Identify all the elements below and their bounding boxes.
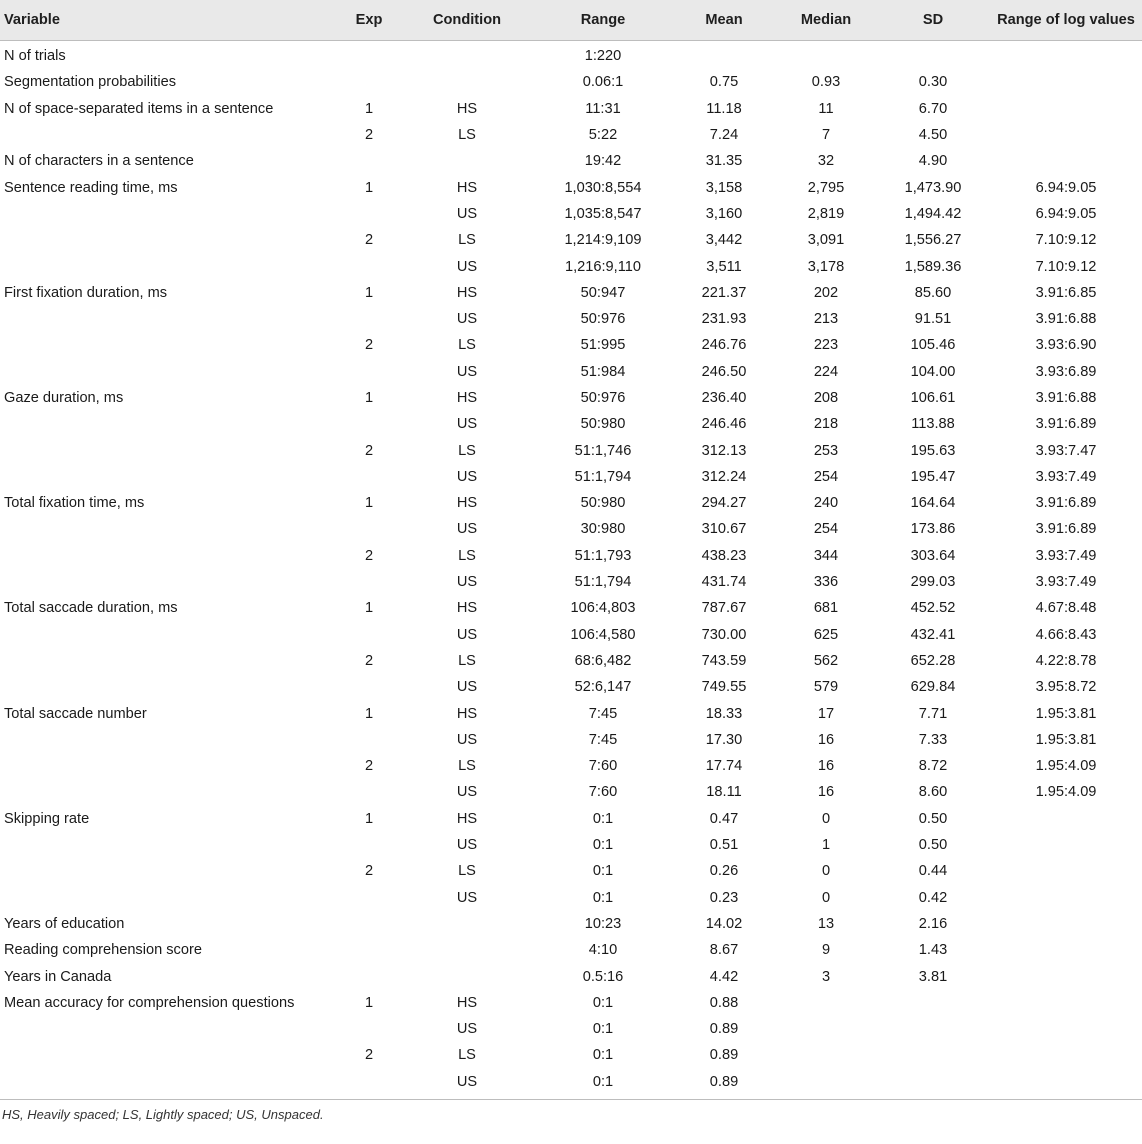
cell-sd: 104.00 [910, 363, 956, 380]
cell-log-range: 7.10:9.12 [1035, 232, 1097, 249]
table-row [0, 1069, 1142, 1095]
cell-mean: 0.47 [709, 810, 739, 827]
cell-condition: US [456, 837, 478, 854]
cell-log-range: 3.93:7.49 [1035, 574, 1097, 591]
table-row [0, 253, 1142, 279]
cell-range: 51:984 [580, 363, 626, 380]
cell-sd: 4.90 [918, 153, 948, 170]
cell-range: 106:4,580 [570, 626, 636, 643]
cell-sd: 652.28 [910, 652, 956, 669]
cell-range: 50:980 [580, 495, 626, 512]
cell-median: 0 [821, 889, 831, 906]
table-row [0, 779, 1142, 805]
cell-range: 10:23 [584, 915, 622, 932]
cell-condition: US [456, 784, 478, 801]
cell-mean: 3,511 [706, 258, 742, 275]
cell-variable: N of space-separated items in a sentence [4, 100, 274, 117]
cell-mean: 4.42 [709, 968, 739, 985]
table-row [0, 937, 1142, 963]
table-footnote: HS, Heavily spaced; LS, Lightly spaced; US, Unspaced. [2, 1106, 324, 1122]
table-row [0, 332, 1142, 358]
cell-sd: 629.84 [910, 679, 956, 696]
cell-log-range: 1.95:3.81 [1035, 705, 1097, 722]
cell-exp: 2 [364, 442, 374, 459]
cell-sd: 1.43 [918, 942, 948, 959]
cell-range: 0.06:1 [582, 74, 624, 91]
cell-exp: 1 [364, 600, 374, 617]
table-row [0, 832, 1142, 858]
cell-sd: 3.81 [918, 968, 948, 985]
table-row [0, 569, 1142, 595]
cell-log-range: 3.93:7.49 [1035, 547, 1097, 564]
cell-range: 52:6,147 [574, 679, 632, 696]
cell-range: 0:1 [592, 1073, 614, 1090]
cell-sd: 85.60 [914, 284, 952, 301]
table-row [0, 622, 1142, 648]
table-row [0, 174, 1142, 200]
table-row [0, 227, 1142, 253]
cell-mean: 0.23 [709, 889, 739, 906]
cell-condition: HS [456, 390, 478, 406]
cell-exp: 2 [364, 337, 374, 354]
cell-median: 16 [817, 731, 835, 748]
cell-condition: LS [458, 337, 476, 354]
cell-mean: 17.74 [705, 758, 743, 775]
cell-variable: Total fixation time, ms [4, 495, 145, 512]
cell-range: 0:1 [592, 1047, 614, 1064]
cell-variable: Sentence reading time, ms [4, 179, 178, 196]
table-row [0, 411, 1142, 437]
cell-median: 218 [813, 416, 839, 433]
cell-mean: 246.76 [701, 337, 747, 354]
cell-median: 0 [821, 863, 831, 880]
cell-sd: 452.52 [910, 600, 956, 617]
table-row [0, 727, 1142, 753]
cell-range: 51:1,794 [574, 468, 632, 485]
cell-log-range: 3.93:6.89 [1035, 363, 1097, 380]
cell-condition: LS [458, 442, 476, 459]
table-row [0, 122, 1142, 148]
table-row [0, 543, 1142, 569]
cell-exp: 1 [364, 810, 374, 827]
cell-sd: 1,589.36 [904, 258, 962, 275]
cell-exp: 2 [364, 863, 374, 880]
cell-median: 32 [817, 153, 835, 170]
cell-mean: 246.46 [701, 416, 747, 433]
cell-sd: 1,494.42 [904, 205, 962, 222]
cell-mean: 236.40 [701, 390, 747, 406]
cell-median: 562 [813, 652, 839, 669]
cell-sd: 195.63 [910, 442, 956, 459]
cell-sd: 7.71 [918, 705, 948, 722]
table-row [0, 516, 1142, 542]
cell-condition: HS [456, 284, 478, 301]
cell-mean: 749.55 [701, 679, 747, 696]
cell-mean: 312.24 [701, 468, 747, 485]
header-log-range: Range of log values [997, 12, 1135, 28]
cell-mean: 3,160 [705, 205, 743, 222]
cell-variable: Reading comprehension score [4, 942, 202, 959]
cell-range: 1,035:8,547 [564, 205, 642, 222]
header-exp: Exp [355, 12, 383, 28]
cell-mean: 310.67 [701, 521, 747, 538]
header-median: Median [800, 12, 852, 28]
cell-condition: US [456, 311, 478, 328]
cell-exp: 1 [364, 100, 374, 117]
cell-median: 1 [821, 837, 831, 854]
table-row [0, 700, 1142, 726]
cell-median: 625 [813, 626, 839, 643]
cell-range: 51:995 [580, 337, 626, 354]
table-row [0, 148, 1142, 174]
cell-median: 681 [813, 600, 839, 617]
cell-range: 1:220 [584, 48, 622, 65]
cell-variable: Segmentation probabilities [4, 74, 176, 91]
table-row [0, 674, 1142, 700]
table-row [0, 806, 1142, 832]
table-row [0, 69, 1142, 95]
cell-condition: LS [458, 863, 476, 880]
cell-condition: US [456, 574, 478, 591]
table-row [0, 280, 1142, 306]
cell-median: 223 [813, 337, 839, 354]
cell-sd: 91.51 [914, 311, 952, 328]
cell-range: 50:980 [580, 416, 626, 433]
cell-median: 2,795 [807, 179, 845, 196]
cell-mean: 0.89 [709, 1021, 739, 1038]
cell-log-range: 3.91:6.89 [1035, 495, 1097, 512]
cell-sd: 303.64 [910, 547, 956, 564]
cell-median: 213 [813, 311, 839, 328]
table-row [0, 1016, 1142, 1042]
cell-range: 1,216:9,110 [564, 258, 641, 275]
cell-sd: 0.50 [918, 810, 948, 827]
cell-range: 0:1 [592, 1021, 614, 1038]
table-row [0, 201, 1142, 227]
cell-mean: 8.67 [709, 942, 739, 959]
header-mean: Mean [705, 12, 743, 28]
cell-variable: Years of education [4, 915, 125, 932]
cell-sd: 8.72 [918, 758, 948, 775]
header-range: Range [580, 12, 626, 28]
cell-log-range: 1.95:4.09 [1035, 758, 1097, 775]
cell-log-range: 4.66:8.43 [1035, 626, 1097, 643]
cell-condition: US [456, 258, 478, 275]
cell-sd: 299.03 [910, 574, 956, 591]
cell-median: 240 [813, 495, 839, 512]
cell-condition: US [456, 521, 478, 538]
cell-median: 0.93 [811, 74, 841, 91]
cell-mean: 3,442 [705, 232, 743, 249]
cell-median: 0 [821, 810, 831, 827]
cell-range: 50:947 [580, 284, 626, 301]
cell-mean: 787.67 [701, 600, 747, 617]
cell-log-range: 3.91:6.89 [1035, 416, 1097, 433]
table-row [0, 753, 1142, 779]
cell-median: 344 [813, 547, 839, 564]
cell-median: 11 [818, 100, 834, 117]
cell-range: 51:1,746 [574, 442, 632, 459]
cell-range: 30:980 [580, 521, 626, 538]
cell-mean: 438.23 [701, 547, 747, 564]
cell-condition: HS [456, 994, 478, 1011]
cell-mean: 0.75 [709, 74, 739, 91]
cell-median: 16 [817, 784, 835, 801]
cell-range: 19:42 [584, 153, 622, 170]
cell-median: 253 [813, 442, 839, 459]
header-variable: Variable [4, 12, 60, 28]
cell-log-range: 3.91:6.88 [1035, 390, 1097, 406]
cell-range: 5:22 [588, 127, 618, 144]
cell-median: 3,091 [807, 232, 845, 249]
cell-median: 224 [813, 363, 839, 380]
cell-variable: Skipping rate [4, 810, 90, 827]
header-sd: SD [922, 12, 944, 28]
cell-sd: 113.88 [911, 416, 955, 433]
cell-median: 3 [821, 968, 831, 985]
cell-mean: 221.37 [701, 284, 747, 301]
cell-sd: 1,473.90 [904, 179, 962, 196]
cell-sd: 0.42 [918, 889, 948, 906]
cell-range: 50:976 [580, 390, 626, 406]
cell-mean: 31.35 [705, 153, 743, 170]
cell-mean: 0.26 [709, 863, 739, 880]
cell-mean: 730.00 [701, 626, 747, 643]
cell-sd: 6.70 [918, 100, 948, 117]
cell-log-range: 1.95:4.09 [1035, 784, 1097, 801]
cell-exp: 1 [364, 705, 374, 722]
cell-log-range: 4.22:8.78 [1035, 652, 1097, 669]
cell-condition: US [456, 468, 478, 485]
table-row [0, 595, 1142, 621]
cell-variable: Mean accuracy for comprehension questions [4, 994, 295, 1011]
cell-condition: HS [456, 100, 478, 117]
cell-condition: US [456, 1021, 478, 1038]
cell-mean: 18.11 [706, 784, 742, 801]
cell-log-range: 4.67:8.48 [1035, 600, 1097, 617]
cell-sd: 2.16 [918, 915, 948, 932]
cell-median: 13 [817, 915, 835, 932]
cell-sd: 173.86 [910, 521, 956, 538]
cell-median: 254 [813, 468, 839, 485]
header-condition: Condition [432, 12, 502, 28]
cell-mean: 11.18 [706, 100, 742, 117]
cell-mean: 7.24 [709, 127, 739, 144]
cell-median: 3,178 [807, 258, 845, 275]
cell-sd: 0.50 [918, 837, 948, 854]
cell-condition: US [456, 1073, 478, 1090]
cell-range: 1,030:8,554 [564, 179, 642, 196]
cell-variable: N of trials [4, 48, 66, 65]
cell-range: 1,214:9,109 [564, 232, 642, 249]
cell-variable: Total saccade number [4, 705, 147, 722]
cell-sd: 432.41 [910, 626, 956, 643]
cell-range: 50:976 [580, 311, 626, 328]
cell-condition: US [456, 416, 478, 433]
table-row [0, 858, 1142, 884]
cell-log-range: 3.93:6.90 [1035, 337, 1097, 354]
cell-log-range: 6.94:9.05 [1035, 205, 1097, 222]
cell-exp: 1 [364, 284, 374, 301]
cell-exp: 2 [364, 652, 374, 669]
table-row [0, 990, 1142, 1016]
cell-range: 51:1,794 [574, 574, 632, 591]
table-body [0, 41, 1142, 1095]
cell-median: 336 [813, 574, 839, 591]
cell-log-range: 3.93:7.49 [1035, 468, 1097, 485]
cell-condition: LS [458, 758, 476, 775]
cell-condition: LS [458, 547, 476, 564]
cell-range: 7:60 [588, 758, 618, 775]
cell-median: 254 [813, 521, 839, 538]
cell-condition: LS [458, 127, 476, 144]
cell-condition: LS [458, 652, 476, 669]
cell-log-range: 3.95:8.72 [1035, 679, 1097, 696]
cell-mean: 14.02 [705, 915, 743, 932]
cell-condition: HS [456, 705, 478, 722]
cell-median: 9 [821, 942, 831, 959]
cell-mean: 0.51 [709, 837, 739, 854]
cell-variable: First fixation duration, ms [4, 284, 168, 301]
cell-median: 16 [817, 758, 835, 775]
cell-exp: 1 [364, 390, 374, 406]
cell-range: 0:1 [592, 889, 614, 906]
cell-mean: 18.33 [705, 705, 743, 722]
table-row [0, 911, 1142, 937]
table-row [0, 385, 1142, 411]
cell-range: 0.5:16 [582, 968, 624, 985]
cell-mean: 231.93 [701, 311, 747, 328]
cell-median: 17 [817, 705, 835, 722]
cell-variable: Total saccade duration, ms [4, 600, 178, 617]
cell-sd: 1,556.27 [904, 232, 962, 249]
cell-exp: 2 [364, 547, 374, 564]
cell-mean: 0.89 [709, 1073, 739, 1090]
cell-range: 7:45 [588, 705, 618, 722]
table-row [0, 306, 1142, 332]
cell-log-range: 3.91:6.85 [1035, 284, 1097, 301]
cell-condition: US [456, 889, 478, 906]
cell-exp: 2 [364, 1047, 374, 1064]
cell-sd: 195.47 [910, 468, 956, 485]
table-row [0, 359, 1142, 385]
cell-mean: 3,158 [705, 179, 743, 196]
cell-variable: N of characters in a sentence [4, 153, 194, 170]
cell-sd: 105.46 [910, 337, 956, 354]
cell-log-range: 3.91:6.88 [1035, 311, 1097, 328]
table-row [0, 464, 1142, 490]
table-row [0, 648, 1142, 674]
cell-condition: US [456, 731, 478, 748]
cell-mean: 0.88 [709, 994, 739, 1011]
cell-condition: LS [458, 1047, 476, 1064]
cell-condition: HS [456, 495, 478, 512]
cell-condition: HS [456, 179, 478, 196]
table-header [0, 0, 1142, 41]
cell-range: 0:1 [592, 863, 614, 880]
cell-mean: 743.59 [701, 652, 747, 669]
cell-median: 208 [813, 390, 839, 406]
cell-variable: Years in Canada [4, 968, 112, 985]
cell-log-range: 1.95:3.81 [1035, 731, 1097, 748]
cell-log-range: 3.93:7.47 [1035, 442, 1097, 459]
cell-range: 11:31 [585, 100, 621, 117]
cell-range: 51:1,793 [574, 547, 632, 564]
cell-range: 4:10 [588, 942, 618, 959]
cell-median: 579 [813, 679, 839, 696]
cell-range: 7:60 [588, 784, 618, 801]
cell-range: 0:1 [592, 837, 614, 854]
cell-variable: Gaze duration, ms [4, 390, 124, 406]
cell-condition: US [456, 205, 478, 222]
cell-condition: LS [458, 232, 476, 249]
cell-sd: 7.33 [918, 731, 948, 748]
cell-condition: US [456, 363, 478, 380]
table-row [0, 963, 1142, 989]
cell-sd: 164.64 [910, 495, 956, 512]
cell-range: 0:1 [592, 810, 614, 827]
cell-range: 7:45 [588, 731, 618, 748]
cell-sd: 0.44 [918, 863, 948, 880]
table-row [0, 1042, 1142, 1068]
cell-range: 0:1 [592, 994, 614, 1011]
cell-sd: 0.30 [918, 74, 948, 91]
cell-condition: US [456, 679, 478, 696]
cell-exp: 1 [364, 994, 374, 1011]
cell-exp: 1 [364, 179, 374, 196]
cell-log-range: 3.91:6.89 [1035, 521, 1097, 538]
cell-sd: 8.60 [918, 784, 948, 801]
cell-exp: 2 [364, 232, 374, 249]
table-row [0, 43, 1142, 69]
cell-mean: 246.50 [701, 363, 747, 380]
cell-mean: 17.30 [705, 731, 743, 748]
cell-log-range: 7.10:9.12 [1035, 258, 1097, 275]
cell-median: 202 [813, 284, 839, 301]
table-row [0, 96, 1142, 122]
cell-exp: 2 [364, 127, 374, 144]
cell-mean: 431.74 [701, 574, 747, 591]
cell-log-range: 6.94:9.05 [1035, 179, 1097, 196]
table-row [0, 490, 1142, 516]
cell-condition: HS [456, 810, 478, 827]
cell-sd: 4.50 [918, 127, 948, 144]
cell-condition: US [456, 626, 478, 643]
cell-range: 106:4,803 [570, 600, 636, 617]
cell-condition: HS [456, 600, 478, 617]
cell-mean: 0.89 [709, 1047, 739, 1064]
table-row [0, 437, 1142, 463]
cell-median: 2,819 [807, 205, 845, 222]
cell-mean: 294.27 [701, 495, 747, 512]
cell-exp: 1 [364, 495, 374, 512]
cell-sd: 106.61 [910, 390, 956, 406]
cell-range: 68:6,482 [574, 652, 632, 669]
cell-mean: 312.13 [701, 442, 747, 459]
cell-exp: 2 [364, 758, 374, 775]
cell-median: 7 [821, 127, 831, 144]
table-row [0, 885, 1142, 911]
